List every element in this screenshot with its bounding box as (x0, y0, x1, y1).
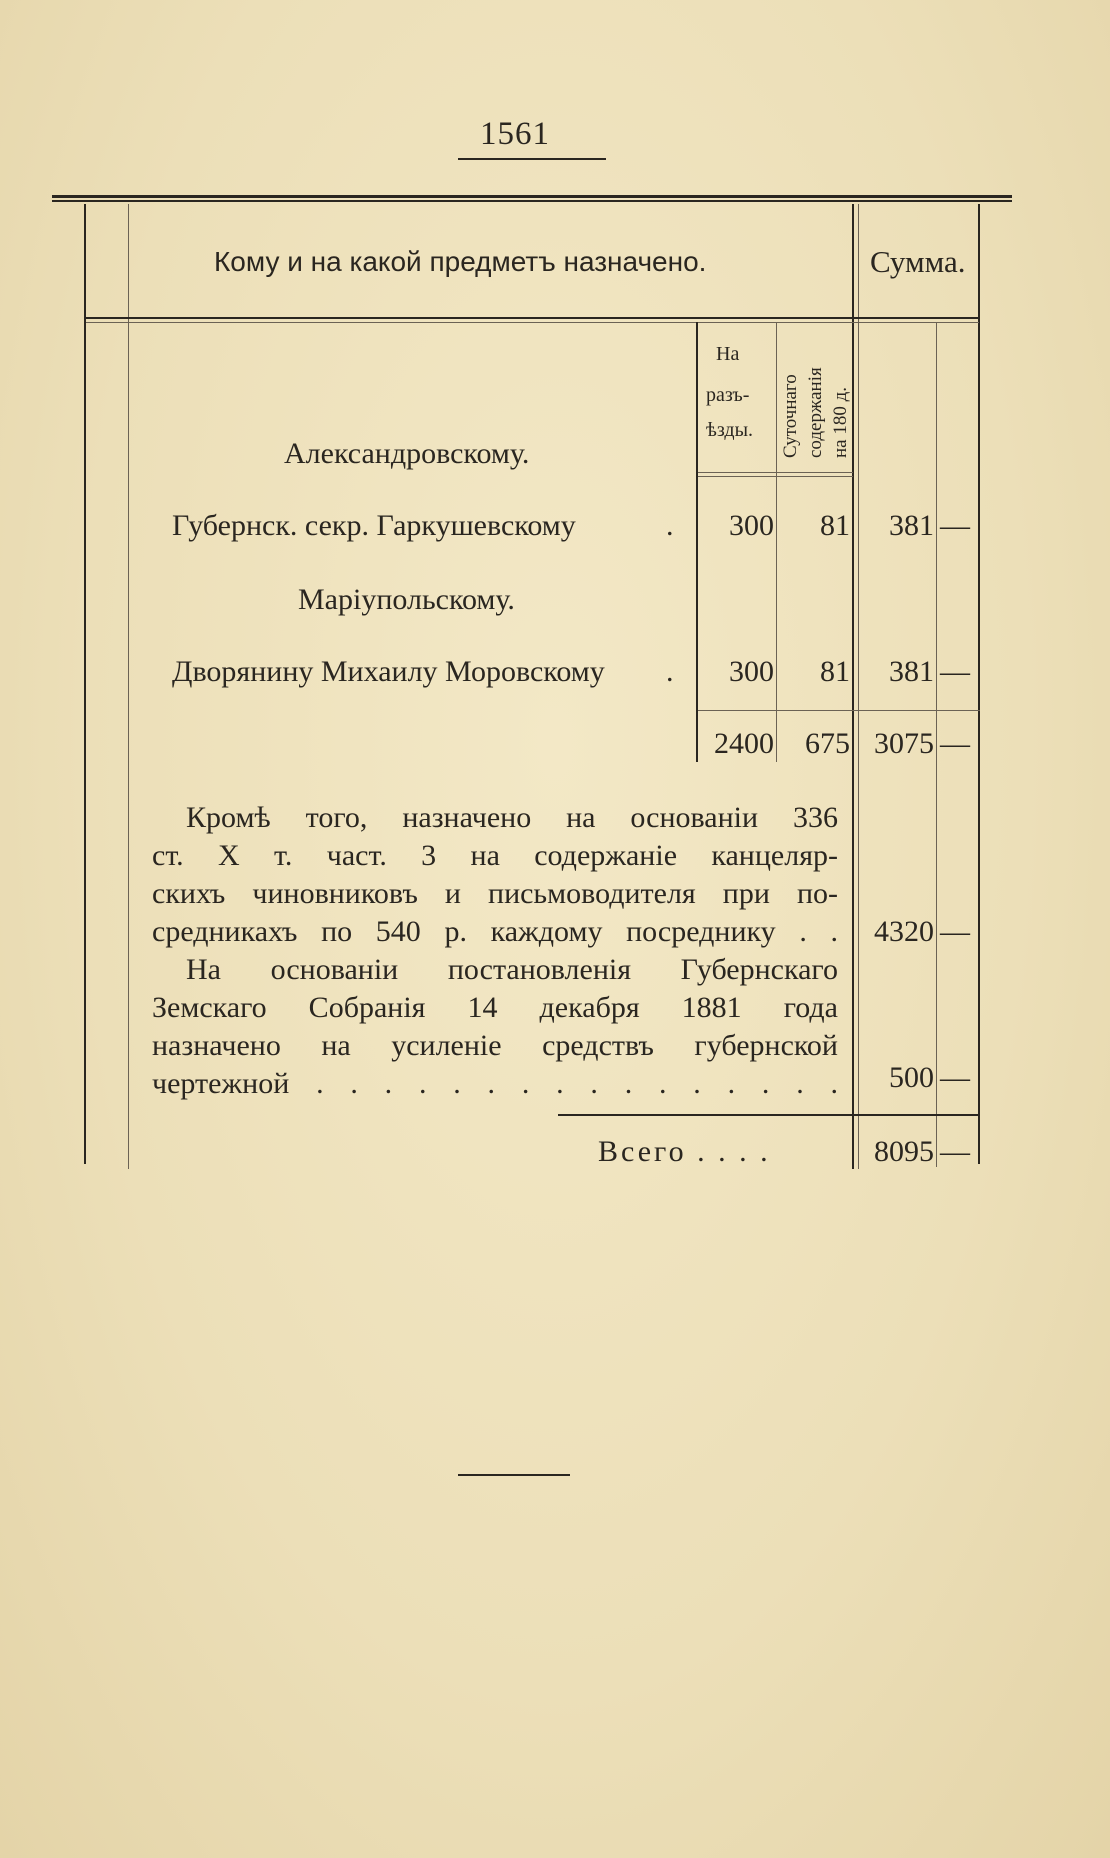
daily-header-line-1: Суточнаго (780, 374, 801, 458)
subheader-rule-1 (698, 472, 853, 473)
daily-header-line-3: на 180 д. (830, 386, 851, 458)
paragraph-1-line-3: скихъ чиновниковъ и письмоводителя при по- (152, 877, 838, 910)
left-border (84, 204, 86, 1164)
paragraph-2-line-1: На основаніи постановленія Губернскаго (186, 953, 838, 986)
kopeck-column-rule (936, 322, 937, 1167)
row-kopeck-dash: — (940, 509, 970, 542)
subheader-rule-2 (698, 476, 853, 477)
total-label: Всего . . . . (598, 1135, 771, 1168)
paragraph-1-line-4: средникахъ по 540 р. каждому посреднику . . (152, 915, 838, 948)
page-number-underline (458, 158, 606, 160)
inner-left-rule (128, 204, 129, 1169)
top-rule-thin (52, 200, 1012, 202)
header-rule-2 (86, 322, 979, 323)
subtotal-daily: 675 (805, 727, 850, 760)
paragraph-1-line-1: Кромѣ того, назначено на основаніи 336 (186, 801, 838, 834)
row-sum-value: 381 (889, 655, 934, 688)
end-rule (458, 1474, 570, 1476)
row-label: Губернск. секр. Гаркушевскому (172, 509, 576, 542)
sum-column-header: Сумма. (870, 244, 966, 279)
paragraph-2-dash: — (940, 1061, 970, 1094)
travel-column-rule (696, 322, 698, 762)
sum-column-rule (852, 204, 854, 1169)
paragraph-2-sum: 500 (889, 1061, 934, 1094)
district-heading: Маріупольскому. (298, 583, 515, 616)
right-border (978, 204, 980, 1164)
subtotal-rule (698, 710, 980, 711)
row-dots: . (666, 509, 674, 542)
total-rule (558, 1114, 978, 1116)
row-travel-value: 300 (729, 509, 774, 542)
paragraph-1-dash: — (940, 915, 970, 948)
row-sum-value: 381 (889, 509, 934, 542)
row-kopeck-dash: — (940, 655, 970, 688)
travel-header-line-1: На (716, 343, 740, 365)
total-sum: 8095 (874, 1135, 934, 1168)
daily-column-rule (776, 322, 777, 762)
page-number: 1561 (480, 116, 550, 152)
daily-header-line-2: содержанія (805, 367, 826, 458)
sum-column-rule-2 (858, 204, 859, 1169)
paragraph-2-line-2: Земскаго Собранія 14 декабря 1881 года (152, 991, 838, 1024)
row-dots: . (666, 655, 674, 688)
paragraph-2-line-3: назначено на усиленіе средствъ губернской (152, 1029, 838, 1062)
row-daily-value: 81 (820, 655, 850, 688)
subtotal-travel: 2400 (714, 727, 774, 760)
total-dash: — (940, 1135, 970, 1168)
paragraph-1-sum: 4320 (874, 915, 934, 948)
description-column-header: Кому и на какой предметъ назначено. (214, 246, 707, 277)
paragraph-1-line-2: ст. X т. част. 3 на содержаніе канцеляр- (152, 839, 838, 872)
row-daily-value: 81 (820, 509, 850, 542)
header-rule-1 (86, 317, 979, 319)
district-heading: Александровскому. (284, 437, 530, 470)
travel-header-line-3: ѣзды. (706, 419, 754, 441)
row-travel-value: 300 (729, 655, 774, 688)
subtotal-sum: 3075 (874, 727, 934, 760)
top-rule-thick (52, 195, 1012, 198)
row-label: Дворянину Михаилу Моровскому (172, 655, 605, 688)
paragraph-2-line-4: чертежной . . . . . . . . . . . . . . . . (152, 1067, 838, 1100)
travel-header-line-2: разъ- (706, 384, 750, 406)
subtotal-dash: — (940, 727, 970, 760)
